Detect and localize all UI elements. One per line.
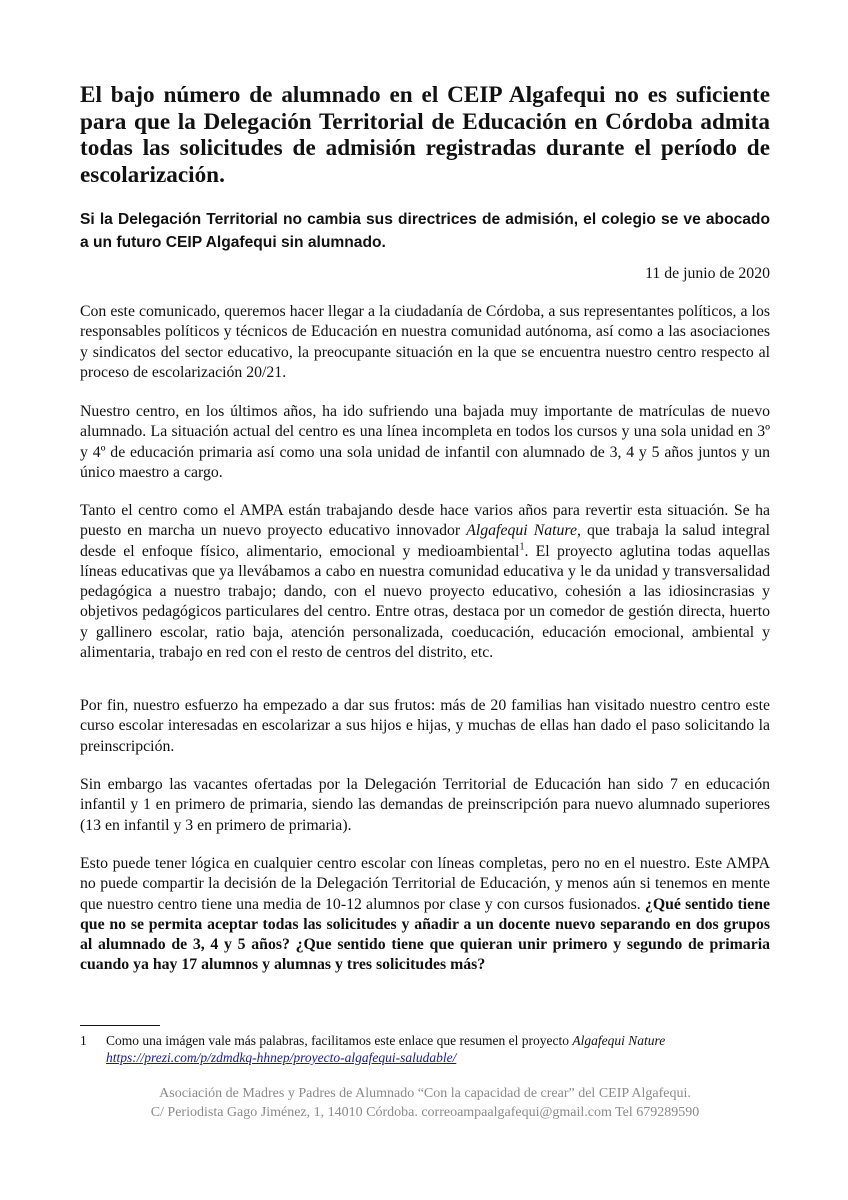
paragraph-results: Por fin, nuestro esfuerzo ha empezado a dar sus frutos: más de 20 familias han visitado nuestro centro este curso escolar interesadas en escolarizar a sus hijos e hijas, y muchas de ellas han dado el paso solicitando la preinscripción.	[80, 697, 770, 755]
paragraph-questions-text: Esto puede tener lógica en cualquier centro escolar con líneas completas, pero no en el nuestro. Este AMPA no puede compartir la decisión de la Delegación Territorial de Educación, y menos aún si tenemos en mente que nuestro centro tiene una media de 10-12 alumnos por clase y con cursos fusionados.	[80, 855, 770, 913]
footnote-project-name: Algafequi Nature	[572, 1033, 666, 1048]
subheadline: Si la Delegación Territorial no cambia sus directrices de admisión, el colegio se ve abocado a un futuro CEIP Algafequi sin alumnado.	[80, 211, 770, 251]
paragraph-enrollment-decline: Nuestro centro, en los últimos años, ha ido sufriendo una bajada muy importante de matrículas de nuevo alumnado. La situación actual del centro es una línea incompleta en todos los cursos y una sola unidad en 3º y 4º de educación primaria así como una sola unidad de infantil con alumnado de 3, 4 y 5 años juntos y un único maestro a cargo.	[80, 403, 770, 481]
footnote-text: Como una imágen vale más palabras, facilitamos este enlace que resumen el proyecto	[106, 1033, 573, 1048]
paragraph-questions	[80, 854, 770, 976]
footnote-number: 1	[80, 1033, 87, 1048]
footnote-reference[interactable]: 1	[519, 541, 525, 553]
paragraph-project-text-a: Tanto el centro como el AMPA están trabajando desde hace varios años para revertir esta situación. Se ha puesto en marcha un nuevo proyecto educativo innovador	[80, 502, 770, 540]
paragraph-vacancies: Sin embargo las vacantes ofertadas por la Delegación Territorial de Educación han sido 7 en educación infantil y 1 en primero de primaria, siendo las demandas de preinscripción para nuevo alumnado superiores (13 en infantil y 3 en primero de primaria).	[80, 776, 770, 834]
footnote-body	[106, 1032, 770, 1066]
paragraph-intro: Con este comunicado, queremos hacer llegar a la ciudadanía de Córdoba, a sus representantes políticos, a los responsables políticos y técnicos de Educación en nuestra comunidad autónoma, así como a las asociaciones y sindicatos del sector educativo, la preocupante situación en la que se encuentra nuestro centro respecto al proceso de escolarización 20/21.	[80, 303, 770, 381]
date-line: 11 de junio de 2020	[645, 265, 770, 282]
footnote-divider	[80, 1025, 160, 1026]
headline: El bajo número de alumnado en el CEIP Algafequi no es suficiente para que la Delegación Territorial de Educación en Córdoba admita todas las solicitudes de admisión registradas durante el período de escolarización.	[80, 82, 770, 188]
paragraph-project-text-c: . El proyecto aglutina todas aquellas líneas educativas que ya llevábamos a cabo en nuestra comunidad educativa y le da unidad y transversalidad pedagógica a nuestro trabajo; dando, con el nuevo proyecto educativo, cohesión a las idiosincrasias y objetivos pedagógicos particulares del centro. Entre otras, destaca por un comedor de gestión directa, huerto y gallinero escolar, ratio baja, atención personalizada, coeducación, educación emocional, ambiental y alimentaria, trabajo en red con el resto de centros del distrito, etc.	[80, 542, 770, 662]
footer-contact: C/ Periodista Gago Jiménez, 1, 14010 Córdoba. correoampaalgafequi@gmail.com Tel 679289590	[150, 1104, 700, 1120]
project-name: Algafequi Nature	[466, 522, 577, 540]
footnote-link[interactable]: https://prezi.com/p/zdmdkq-hhnep/proyecto-algafequi-saludable/	[106, 1050, 457, 1065]
page-footer	[80, 1085, 770, 1122]
paragraph-project	[80, 501, 770, 663]
paragraph-questions-bold: ¿Qué sentido tiene que no se permita aceptar todas las solicitudes y añadir a un docente nuevo separando en dos grupos al alumnado de 3, 4 y 5 años? ¿Que sentido tiene que quieran unir primero y segundo de primaria cuando ya hay 17 alumnos y alumnas y tres solicitudes más?	[80, 895, 770, 974]
paragraph-project-text-b: , que trabaja la salud integral desde el enfoque físico, alimentario, emocional y medioambiental	[80, 522, 771, 560]
footer-association: Asociación de Madres y Padres de Alumnado “Con la capacidad de crear” del CEIP Algafequi.	[159, 1086, 691, 1101]
